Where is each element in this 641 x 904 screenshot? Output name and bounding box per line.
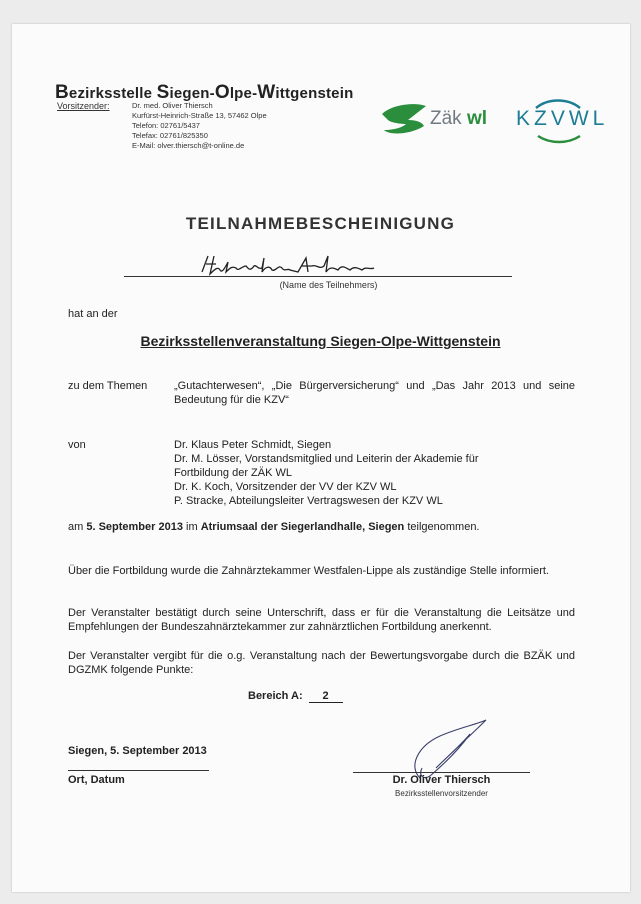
signer-role: Bezirksstellenvorsitzender [395,789,488,798]
themes-label: zu dem Themen [68,380,148,392]
points-field [248,690,343,703]
document-title: TEILNAHMEBESCHEINIGUNG [185,214,456,233]
office-title: Bezirksstelle Siegen-Olpe-Wittgenstein [55,82,354,103]
participant-name-caption: (Name des Teilnehmers) [279,280,378,290]
place-date-line [68,770,209,771]
place-date: Siegen, 5. September 2013 [68,745,207,757]
themes-text: „Gutachterwesen“, „Die Bürgerversicherung“ und „Das Jahr 2013 und seine Bedeutung für die KZV“ [174,380,575,406]
speaker-line: Dr. M. Lösser, Vorstandsmitglied und Leiterin der Akademie für [174,453,479,465]
hat-an-der-text: hat an der [68,308,118,320]
paragraph-points: Der Veranstalter vergibt für die o.g. Veranstaltung nach der Bewertungsvorgabe durch die BZÄK und DGZMK folgende Punkte: [68,650,575,676]
paragraph-confirmation: Der Veranstalter bestätigt durch seine Unterschrift, dass er für die Veranstaltung die Leitsätze und Empfehlungen der Bundeszahnärztekammer zur zahnärztlichen Fortbildung anerkennt. [68,607,575,633]
zak-swoosh-icon [378,100,430,140]
kzv-logo-text: KZVWL [516,107,609,130]
event-name: Bezirksstellenveranstaltung Siegen-Olpe-Wittgenstein [140,333,501,349]
speakers-list [174,438,479,508]
zak-logo-text: Zäk wl [430,108,488,129]
speaker-line: P. Stracke, Abteilungsleiter Vertragswesen der KZV WL [174,495,443,507]
speaker-line: Dr. K. Koch, Vorsitzender der VV der KZV WL [174,481,397,493]
chair-line: Dr. med. Oliver Thiersch [132,101,213,110]
signer-name: Dr. Oliver Thiersch [392,774,491,786]
speaker-line: Fortbildung der ZÄK WL [174,467,292,479]
participant-signature-icon [198,252,388,278]
chair-line: Telefon: 02761/5437 [132,121,200,130]
place-date-caption: Ort, Datum [68,774,125,786]
points-label: Bereich A: [248,690,303,702]
attendance-venue: Atriumsaal der Siegerlandhalle, Siegen [200,521,405,533]
speakers-label: von [68,439,86,451]
chair-line: E-Mail: olver.thiersch@t-online.de [132,141,245,150]
signature-line [353,772,530,773]
chair-contact [132,101,267,151]
points-value: 2 [309,690,343,703]
chair-line: Telefax: 02761/825350 [132,131,208,140]
chair-label: Vorsitzender: [57,101,110,111]
speaker-line: Dr. Klaus Peter Schmidt, Siegen [174,439,332,451]
paragraph-information: Über die Fortbildung wurde die Zahnärztekammer Westfalen-Lippe als zuständige Stelle informiert. [68,565,549,577]
participant-name-line [124,276,512,277]
attendance-date: 5. September 2013 [86,521,183,533]
attendance-sentence: am 5. September 2013 im Atriumsaal der Siegerlandhalle, Siegen teilgenommen. [68,521,480,533]
chair-line: Kurfürst-Heinrich-Straße 13, 57462 Olpe [132,111,267,120]
